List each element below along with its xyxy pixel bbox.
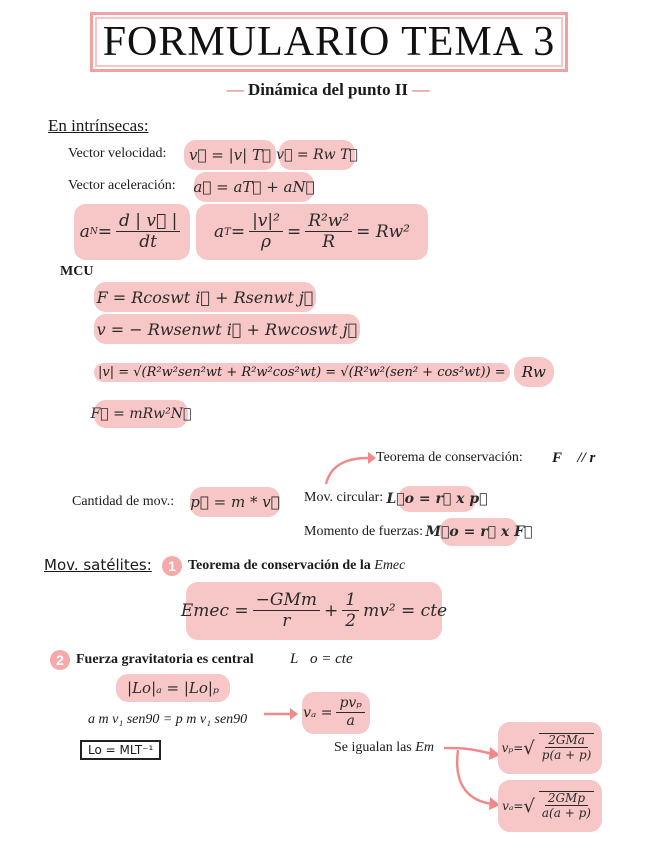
at-numerator-1: |v|² — [249, 212, 283, 232]
teorema-conservacion-formula: F⃗ // r⃗ — [552, 450, 608, 466]
at-rhs: = Rw² — [356, 222, 410, 242]
emec-fraction-2 — [342, 591, 359, 631]
an-numerator: d | v⃗ | — [116, 212, 180, 232]
igualan-text: Se igualan las — [334, 740, 412, 755]
mcu-heading: MCU — [60, 264, 94, 279]
emec-rhs: mv² = cte — [363, 601, 448, 621]
va-denominator: a — [346, 712, 355, 729]
emec-denominator-2: 2 — [345, 610, 357, 631]
va2-denominator: a(a + p) — [541, 806, 591, 821]
vp-numerator: 2GMa — [545, 734, 588, 748]
vp-fraction — [539, 733, 595, 763]
normal-acceleration-formula: a N = $\frac{d | v⃗ |}{dt}$ — [74, 204, 190, 260]
emec-plus: + — [324, 601, 339, 621]
igualan-label — [334, 740, 434, 756]
va2-lhs: vₐ= — [502, 799, 524, 813]
va-final-formula — [498, 780, 602, 832]
vp-denominator: p(a + p) — [541, 748, 592, 763]
an-fraction — [116, 212, 180, 252]
emec-formula — [180, 582, 448, 640]
velocidad-formula-1: v⃗ = |v| T⃗ — [184, 140, 276, 170]
at-denominator-1: ρ — [261, 231, 271, 252]
at-sub: T — [224, 226, 231, 238]
step-1-badge: 1 — [162, 556, 182, 576]
emec-numerator-2: 1 — [342, 591, 359, 611]
aceleracion-formula: a⃗ = aT⃗ + aN⃗ — [194, 172, 314, 202]
igualan-italic: Em — [415, 740, 434, 755]
right-arrow-icon — [262, 704, 300, 724]
cantidad-mov-label: Cantidad de mov.: — [72, 494, 175, 509]
velocidad-formula-2: v⃗ = Rw T⃗ — [279, 140, 355, 170]
subtitle-dash-left: — — [226, 80, 244, 99]
mcu-speed-formula — [94, 352, 554, 392]
scratch-derivation: a m v₁ sen90 = p m v₁ sen90 — [88, 712, 248, 727]
step-2-text: Fuerza gravitatoria es central — [76, 652, 254, 667]
an-denominator: dt — [139, 231, 157, 252]
velocidad-label: Vector velocidad: — [68, 146, 167, 161]
at-numerator-2: R²w² — [305, 212, 352, 232]
step-1-text-main: Teorema de conservación de la — [188, 558, 371, 573]
va-lhs: vₐ = — [303, 705, 333, 721]
at-lhs: a — [214, 222, 225, 242]
at-fraction-2 — [305, 212, 352, 252]
emec-lhs: Emec = — [180, 601, 249, 621]
emec-fraction-1 — [253, 591, 320, 631]
va2-numerator: 2GMp — [545, 792, 588, 806]
emec-numerator-1: −GMm — [253, 591, 320, 611]
va-numerator: pvₚ — [336, 696, 364, 712]
mcu-position-formula: F = Rcoswt i⃗ + Rsenwt j⃗ — [94, 282, 316, 312]
vp-lhs: vₚ= — [501, 741, 524, 755]
satelites-heading: Mov. satélites: — [44, 556, 152, 574]
lo-equality-formula: |Lo|ₐ = |Lo|ₚ — [116, 674, 230, 702]
page-title: FORMULARIO TEMA 3 — [90, 12, 568, 72]
subtitle-text: Dinámica del punto II — [247, 80, 409, 99]
page-subtitle — [0, 80, 656, 100]
tangential-acceleration-formula: a T = $\frac{\text{|v|²}}{\rho}$ = $\frac{\text{R²w²}}{R}$ = Rw² — [196, 204, 428, 260]
step-1-text — [188, 558, 405, 574]
vp-sqrt-icon: √ — [523, 737, 535, 759]
teorema-conservacion-label: Teorema de conservación: — [376, 450, 523, 465]
mcu-force-formula: F⃗ = mRw²N⃗ — [94, 400, 188, 428]
step-1-text-italic: Emec — [374, 558, 406, 573]
cantidad-mov-formula: p⃗ = m * v⃗ — [190, 487, 280, 517]
mcu-speed-expression: |v| = √(R²w²sen²wt + R²w²cos²wt) = √(R²w²(sen² + cos²wt)) = — [94, 363, 510, 382]
mov-circular-label: Mov. circular: — [304, 490, 384, 505]
momento-fuerzas-formula: M⃗o = r⃗ x F⃗ — [440, 518, 518, 546]
curved-arrow-icon — [318, 448, 378, 488]
va2-fraction — [539, 791, 594, 821]
at-denominator-2: R — [322, 231, 336, 252]
step-2-badge: 2 — [50, 650, 70, 670]
mcu-velocity-formula: v = − Rwsenwt i⃗ + Rwcoswt j⃗ — [94, 314, 360, 344]
step-2-formula: L⃗o = cte — [290, 651, 353, 667]
at-fraction-1 — [249, 212, 283, 252]
an-lhs: a — [79, 222, 90, 242]
momento-fuerzas-label: Momento de fuerzas: — [304, 524, 423, 539]
mov-circular-formula: L⃗o = r⃗ x p⃗ — [398, 486, 476, 512]
emec-denominator-1: r — [282, 610, 291, 631]
va2-sqrt-icon: √ — [523, 795, 535, 817]
an-sub: N — [89, 227, 98, 237]
subtitle-dash-right: — — [412, 80, 430, 99]
va-formula — [302, 692, 370, 734]
dimension-box: Lo = MLT⁻¹ — [80, 740, 161, 760]
intrinsecas-heading: En intrínsecas: — [48, 116, 149, 135]
va-fraction — [336, 696, 364, 729]
aceleracion-label: Vector aceleración: — [68, 178, 176, 193]
branch-arrows-icon — [440, 740, 506, 816]
vp-formula — [498, 722, 602, 774]
mcu-speed-result: Rw — [514, 357, 554, 387]
